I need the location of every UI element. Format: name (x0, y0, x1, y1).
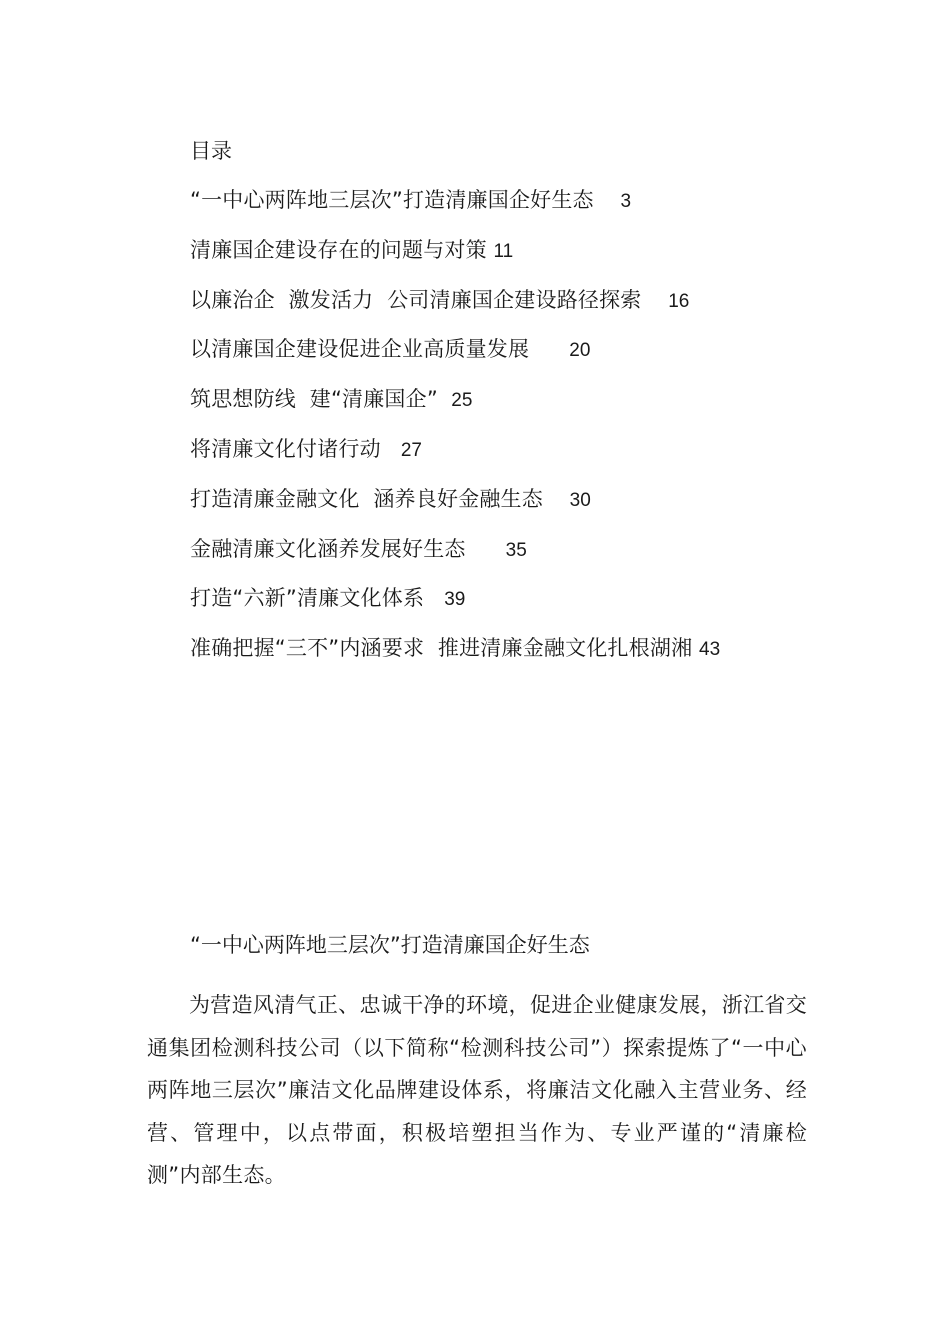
toc-entry-page: 39 (444, 589, 466, 611)
toc-entry-gap (424, 586, 444, 610)
toc-entry[interactable] (190, 285, 720, 335)
toc-entry-page: 11 (493, 240, 514, 262)
toc-entry-gap (466, 537, 506, 561)
toc-entry-gap (543, 487, 570, 511)
toc-entry-title: “一中心两阵地三层次”打造清廉国企好生态 (190, 188, 594, 212)
toc-entry-title: 打造“六新”清廉文化体系 (190, 586, 425, 611)
toc-entry-gap (594, 188, 621, 212)
toc-entry-page: 25 (451, 390, 473, 412)
toc-entry-title: 准确把握“三不”内涵要求 推进清廉金融文化扎根湖湘 (190, 636, 693, 661)
article-title: “一中心两阵地三层次”打造清廉国企好生态 (190, 933, 590, 957)
toc-entry[interactable] (190, 384, 720, 434)
toc-entry[interactable] (190, 334, 720, 384)
toc-entry-gap (642, 288, 669, 312)
toc-entry[interactable] (190, 583, 720, 633)
toc-entry-title: 筑思想防线 建“清廉国企” (190, 387, 438, 412)
toc-entry[interactable] (190, 434, 720, 484)
toc-entry-gap (381, 437, 401, 461)
toc-entry[interactable] (190, 534, 720, 584)
toc-entry[interactable] (190, 185, 720, 235)
toc-entry[interactable] (190, 235, 720, 285)
toc-heading: 目录 (190, 139, 232, 163)
article-body-paragraph: 为营造风清气正、忠诚干净的环境，促进企业健康发展，浙江省交通集团检测科技公司（以下简称“检测科技公司”）探索提炼了“一中心两阵地三层次”廉洁文化品牌建设体系，将廉洁文化融入主营业务、经营、管理中，以点带面，积极培塑担当作为、专业严谨的“清廉检测”内部生态。 (147, 993, 807, 1188)
toc-entry-title: 清廉国企建设存在的问题与对策 (190, 237, 487, 262)
toc-entry-gap (487, 238, 494, 262)
toc-entry-title: 将清廉文化付诸行动 (190, 436, 381, 461)
toc-entry-title: 打造清廉金融文化 涵养良好金融生态 (190, 486, 543, 511)
toc-entry-page: 16 (668, 290, 690, 312)
toc-entry-title: 以清廉国企建设促进企业高质量发展 (190, 337, 530, 362)
toc-entry[interactable] (190, 484, 720, 534)
toc-entry-gap (692, 636, 699, 660)
toc-entry-page: 27 (400, 439, 422, 461)
toc-entry-page: 35 (505, 539, 527, 561)
toc-entry-page: 20 (569, 340, 591, 362)
toc-entry-page: 43 (699, 639, 721, 661)
table-of-contents (190, 185, 720, 683)
toc-entry-gap (529, 337, 569, 361)
toc-entry-page: 30 (569, 489, 591, 511)
toc-entry-title: 金融清廉文化涵养发展好生态 (190, 536, 466, 561)
toc-entry[interactable] (190, 633, 720, 683)
toc-entry-page: 3 (620, 191, 632, 212)
toc-entry-gap (438, 387, 451, 411)
toc-entry-title: 以廉治企 激发活力 公司清廉国企建设路径探索 (190, 287, 642, 312)
